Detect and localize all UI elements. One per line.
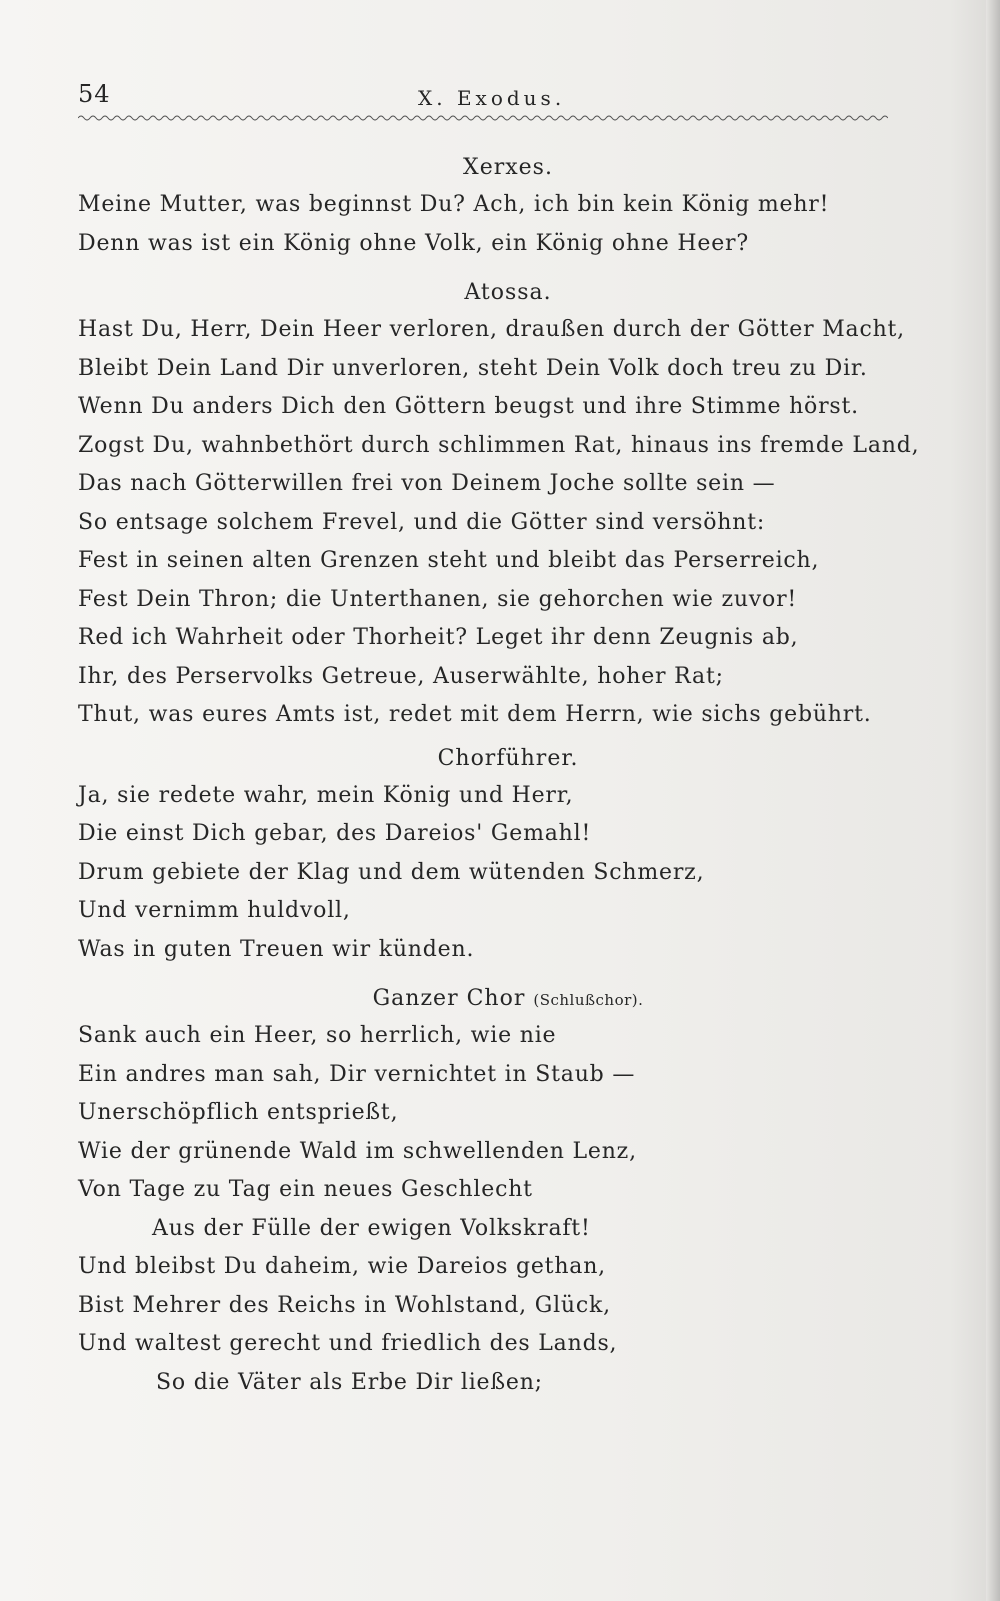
verse-line: Ihr, des Perservolks Getreue, Auserwählte, hoher Rat;	[78, 663, 724, 689]
verse-line: Die einst Dich gebar, des Dareios' Gemahl!	[78, 821, 592, 846]
verse-line: Wenn Du anders Dich den Göttern beugst und ihre Stimme hörst.	[78, 394, 859, 419]
verse-line: Ein andres man sah, Dir vernichtet in Staub —	[78, 1061, 636, 1087]
verse-line: Und vernimm huldvoll,	[78, 898, 351, 923]
page-number: 54	[78, 80, 111, 108]
speaker-ganzer-chor	[78, 981, 898, 1017]
verse-line: Das nach Götterwillen frei von Deinem Joche sollte sein —	[78, 471, 776, 496]
play-text	[78, 150, 920, 1402]
verse-line: Bleibt Dein Land Dir unverloren, steht Dein Volk doch treu zu Dir.	[78, 355, 868, 381]
verse-line: Was in guten Treuen wir künden.	[78, 936, 475, 962]
speaker-name: Ganzer Chor	[372, 986, 526, 1011]
verse-line: Fest in seinen alten Grenzen steht und bleibt das Perserreich,	[78, 548, 820, 573]
verse-line: Und bleibst Du daheim, wie Dareios gethan,	[78, 1254, 606, 1279]
verse-line: So entsage solchem Frevel, und die Götter sind versöhnt:	[78, 509, 766, 535]
verse-line: Zogst Du, wahnbethört durch schlimmen Rat, hinaus ins fremde Land,	[78, 432, 920, 458]
speaker-xerxes: Xerxes.	[463, 155, 553, 180]
verse-line: Ja, sie redete wahr, mein König und Herr,	[78, 782, 574, 808]
verse-line: Meine Mutter, was beginnst Du? Ach, ich bin kein König mehr!	[78, 192, 830, 217]
speaker-atossa: Atossa.	[464, 280, 552, 305]
verse-line: Denn was ist ein König ohne Volk, ein König ohne Heer?	[78, 230, 749, 256]
verse-line-indented: Aus der Fülle der ewigen Volkskraft!	[152, 1215, 591, 1241]
verse-line: Unerschöpflich entsprießt,	[78, 1100, 399, 1125]
verse-line: Bist Mehrer des Reichs in Wohlstand, Glück,	[78, 1292, 611, 1318]
verse-line: Red ich Wahrheit oder Thorheit? Leget ihr denn Zeugnis ab,	[78, 625, 799, 650]
speaker-chorfuehrer: Chorführer.	[437, 745, 579, 771]
page-edge-shadow	[986, 0, 1000, 1601]
running-title: X. Exodus.	[418, 86, 566, 110]
verse-line: Fest Dein Thron; die Unterthanen, sie gehorchen wie zuvor!	[78, 586, 798, 612]
verse-line-indented: So die Väter als Erbe Dir ließen;	[156, 1369, 543, 1395]
verse-line: Sank auch ein Heer, so herrlich, wie nie	[78, 1023, 557, 1048]
decorative-wavy-rule	[78, 114, 888, 122]
page-header	[78, 80, 888, 116]
verse-line: Wie der grünende Wald im schwellenden Lenz,	[78, 1138, 637, 1164]
verse-line: Drum gebiete der Klag und dem wütenden Schmerz,	[78, 859, 705, 885]
verse-line: Thut, was eures Amts ist, redet mit dem Herrn, wie sichs gebührt.	[78, 702, 872, 727]
verse-line: Von Tage zu Tag ein neues Geschlecht	[78, 1177, 533, 1202]
verse-line: Und waltest gerecht und friedlich des Lands,	[78, 1331, 618, 1356]
stage-direction: (Schlußchor).	[533, 991, 644, 1009]
verse-line: Hast Du, Herr, Dein Heer verloren, draußen durch der Götter Macht,	[78, 317, 905, 342]
